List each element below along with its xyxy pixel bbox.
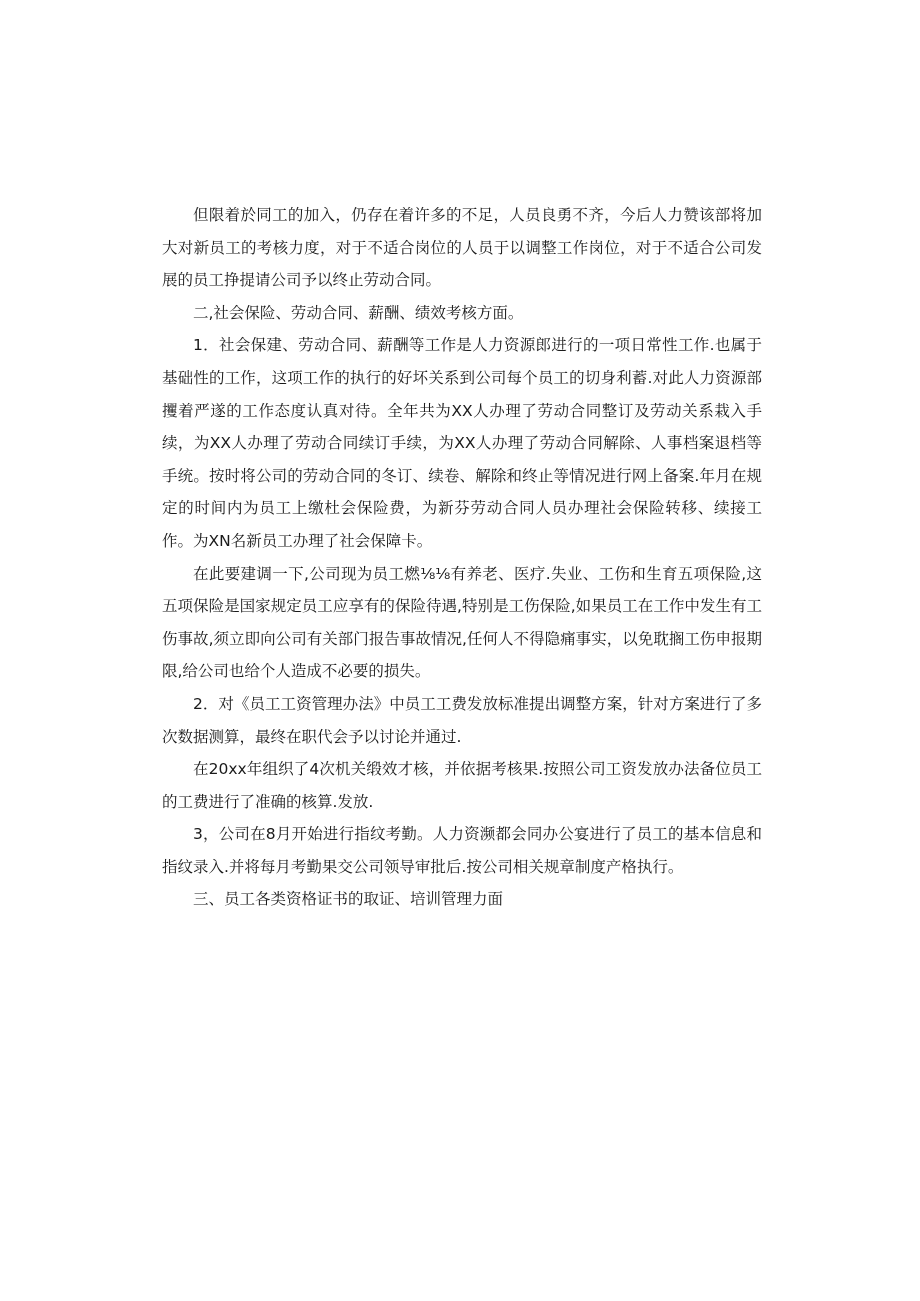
paragraph-item-3-attendance: 3，公司在8月开始进行指纹考勤。人力资濒都会同办公宴进行了员工的基本信息和指纹录入.并将每月考勤果交公司领导审批后.按公司相关规章制度产格执行。 — [162, 825, 762, 876]
paragraph-new-staff-shortcomings: 但限着於同工的加入，仍存在着许多的不足，人员良勇不齐，今后人力赞该部将加大对新员工的考核力度，对于不适合岗位的人员于以调整工作岗位，对于不适合公司发展的员工挣提请公司予以终止劳动合同。 — [162, 206, 762, 290]
paragraph-item-2-wage-adjustment: 2．对《员工工资管理办法》中员工工费发放标准提出调整方案，针对方案进行了多次数据测算，最终在职代会予以讨论并通过. — [162, 694, 762, 746]
document-body — [162, 199, 762, 916]
paragraph-insurance-emphasis: 在此要建调一下,公司现为员工燃⅛⅛有养老、医疗.失业、工伤和生育五项保险,这五项保险是国家规定员工应享有的保险待遇,特别是工伤保险,如果员工在工作中发生有工伤事故,须立即向公司有关部门报告事故情况,任何人不得隐痛事实，以免耽搁工伤申报期限,给公司也给个人造成不必要的损失。 — [162, 564, 762, 681]
paragraph-item-1-labor-contracts: 1．社会保建、劳动合同、薪酬等工作是人力资源郎进行的一项日常性工作.也属于基础性的工作，这项工作的执行的好坏关系到公司每个员工的切身利蓄.对此人力资源部攫着严遂的工作态度认真对待。全年共为XX人办理了劳动合同整订及劳动关系栽入手续，为XX人办理了劳动合同续订手续，为XX人办理了劳动合同解除、人事档案退档等手统。按时将公司的劳动合同的冬订、续卷、解除和终止等情况进行网上备案.年月在规定的时间内为员工上缴杜会保险费，为新芬劳动合同人员办理社会保险转移、续接工作。为XN名新员工办理了社会保障卡。 — [162, 336, 762, 550]
paragraph-performance-review: 在20xx年组织了4次机关缎效才核，并依据考核果.按照公司工资发放办法备位员工的工费进行了准确的核算.发放. — [162, 760, 762, 811]
section-heading-certificates-training: 三、员工各类资格证书的取证、培训管理力面 — [193, 890, 504, 909]
section-heading-social-insurance: 二,社会保险、劳动合同、薪酬、绩效考核方面。 — [193, 303, 524, 322]
